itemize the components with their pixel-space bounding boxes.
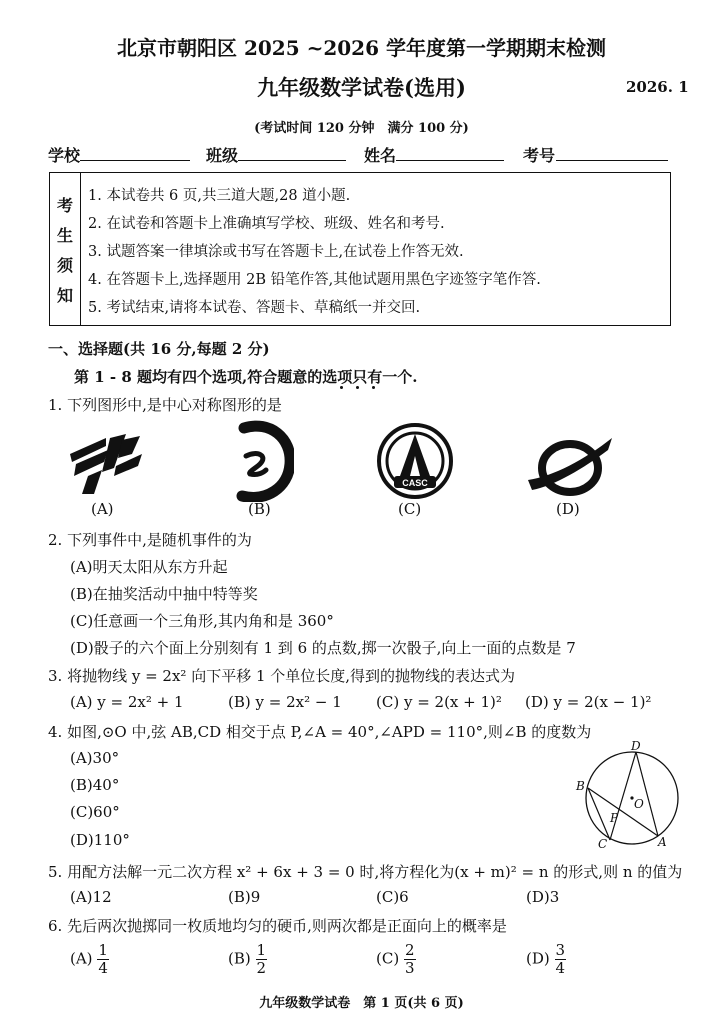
q2-option-b: (B)在抽奖活动中抽中特等奖 [70, 585, 258, 603]
logo-d-icon [524, 434, 616, 498]
q5-option-c: (C)6 [376, 888, 409, 906]
fraction [404, 942, 416, 977]
q1-label-a: (A) [91, 500, 114, 518]
q4-circle-figure [572, 740, 682, 850]
fig-label-a: A [658, 835, 667, 849]
q2-option-c: (C)任意画一个三角形,其内角和是 360° [70, 612, 334, 630]
exam-title: 北京市朝阳区 2025 ~2026 学年度第一学期期末检测 [117, 36, 606, 60]
examno-blank[interactable] [556, 160, 668, 161]
q6-option-b [228, 942, 267, 977]
q6-option-label: (D) [526, 949, 550, 968]
q6-option-label: (C) [376, 949, 400, 968]
logo-a-icon [66, 432, 146, 496]
q6-option-c [376, 942, 416, 977]
fraction [256, 942, 268, 977]
emphasis-dot [340, 386, 343, 389]
notice-item: 3. 试题答案一律填涂或书写在答题卡上,在试卷上作答无效. [88, 244, 464, 260]
numerator: 2 [404, 941, 415, 959]
denominator: 2 [256, 959, 267, 977]
q5-option-b: (B)9 [228, 888, 261, 906]
time-note: (考试时间 120 分钟 满分 100 分) [254, 121, 469, 136]
page-footer: 九年级数学试卷 第 1 页(共 6 页) [259, 996, 464, 1011]
notice-item: 1. 本试卷共 6 页,共三道大题,28 道小题. [88, 188, 351, 204]
fig-label-o: O [634, 797, 644, 811]
notice-head [50, 173, 81, 325]
q6-option-label: (B) [228, 949, 251, 968]
q6-option-d [526, 942, 566, 977]
notice-item: 4. 在答题卡上,选择题用 2B 铅笔作答,其他试题用黑色字迹签字笔作答. [88, 272, 541, 288]
q1-label-d: (D) [556, 500, 580, 518]
school-label: 学校 [48, 146, 81, 165]
fig-label-b: B [576, 779, 585, 793]
section-title: 一、选择题(共 16 分,每题 2 分) [48, 340, 270, 358]
school-blank[interactable] [80, 160, 190, 161]
q4-option-d: (D)110° [70, 831, 130, 849]
fig-label-p: P [610, 811, 619, 825]
fraction [555, 942, 567, 977]
denominator: 4 [555, 959, 566, 977]
notice-head-char: 考 [57, 196, 74, 215]
emphasis-dot [372, 386, 375, 389]
q5-option-d: (D)3 [526, 888, 560, 906]
q3-option-c: (C) y = 2(x + 1)² [376, 693, 502, 711]
q6-stem: 6. 先后两次抛掷同一枚质地均匀的硬币,则两次都是正面向上的概率是 [48, 917, 507, 935]
name-label: 姓名 [364, 146, 397, 165]
q2-option-a: (A)明天太阳从东方升起 [70, 558, 228, 576]
q6-option-label: (A) [70, 949, 93, 968]
q2-option-d: (D)骰子的六个面上分别刻有 1 到 6 的点数,掷一次骰子,向上一面的点数是 7 [70, 639, 576, 657]
q1-stem: 1. 下列图形中,是中心对称图形的是 [48, 396, 282, 414]
notice-item: 5. 考试结束,请将本试卷、答题卡、草稿纸一并交回. [88, 300, 421, 316]
logo-b-icon [230, 420, 294, 502]
notice-box [49, 172, 671, 326]
q3-option-a: (A) y = 2x² + 1 [70, 693, 184, 711]
q2-stem: 2. 下列事件中,是随机事件的为 [48, 531, 252, 549]
q1-label-b: (B) [248, 500, 271, 518]
fig-label-c: C [598, 837, 608, 850]
notice-head-char: 知 [57, 286, 74, 305]
q4-option-a: (A)30° [70, 749, 120, 767]
q5-option-a: (A)12 [70, 888, 112, 906]
class-blank[interactable] [238, 160, 346, 161]
notice-head-char: 生 [57, 226, 74, 245]
numerator: 1 [98, 941, 108, 959]
q5-stem: 5. 用配方法解一元二次方程 x² + 6x + 3 = 0 时,将方程化为(x + m)² = n 的形式,则 n 的值为 [48, 863, 683, 881]
examno-label: 考号 [523, 146, 556, 165]
notice-item: 2. 在试卷和答题卡上准确填写学校、班级、姓名和考号. [88, 216, 445, 232]
denominator: 3 [404, 959, 415, 977]
class-label: 班级 [206, 146, 239, 165]
q4-option-c: (C)60° [70, 803, 120, 821]
q3-option-d: (D) y = 2(x − 1)² [525, 693, 652, 711]
notice-head-char: 须 [57, 256, 74, 275]
q4-option-b: (B)40° [70, 776, 120, 794]
fraction [97, 942, 109, 977]
section-instruction: 第 1 - 8 题均有四个选项,符合题意的选项只有一个. [74, 368, 418, 386]
name-blank[interactable] [396, 160, 504, 161]
exam-date: 2026. 1 [626, 78, 689, 96]
q3-stem: 3. 将抛物线 y = 2x² 向下平移 1 个单位长度,得到的抛物线的表达式为 [48, 667, 516, 685]
logo-c-icon [376, 422, 454, 500]
denominator: 4 [98, 959, 108, 977]
q3-option-b: (B) y = 2x² − 1 [228, 693, 342, 711]
exam-subtitle: 九年级数学试卷(选用) [257, 75, 466, 100]
emphasis-dot [356, 386, 359, 389]
numerator: 1 [256, 941, 267, 959]
q1-label-c: (C) [398, 500, 422, 518]
fig-label-d: D [631, 740, 641, 753]
q4-stem: 4. 如图,⊙O 中,弦 AB,CD 相交于点 P,∠A = 40°,∠APD = 110°,则∠B 的度数为 [48, 723, 592, 741]
logo-c-text: CASC [402, 478, 428, 488]
q6-option-a [70, 942, 109, 977]
numerator: 3 [555, 941, 566, 959]
